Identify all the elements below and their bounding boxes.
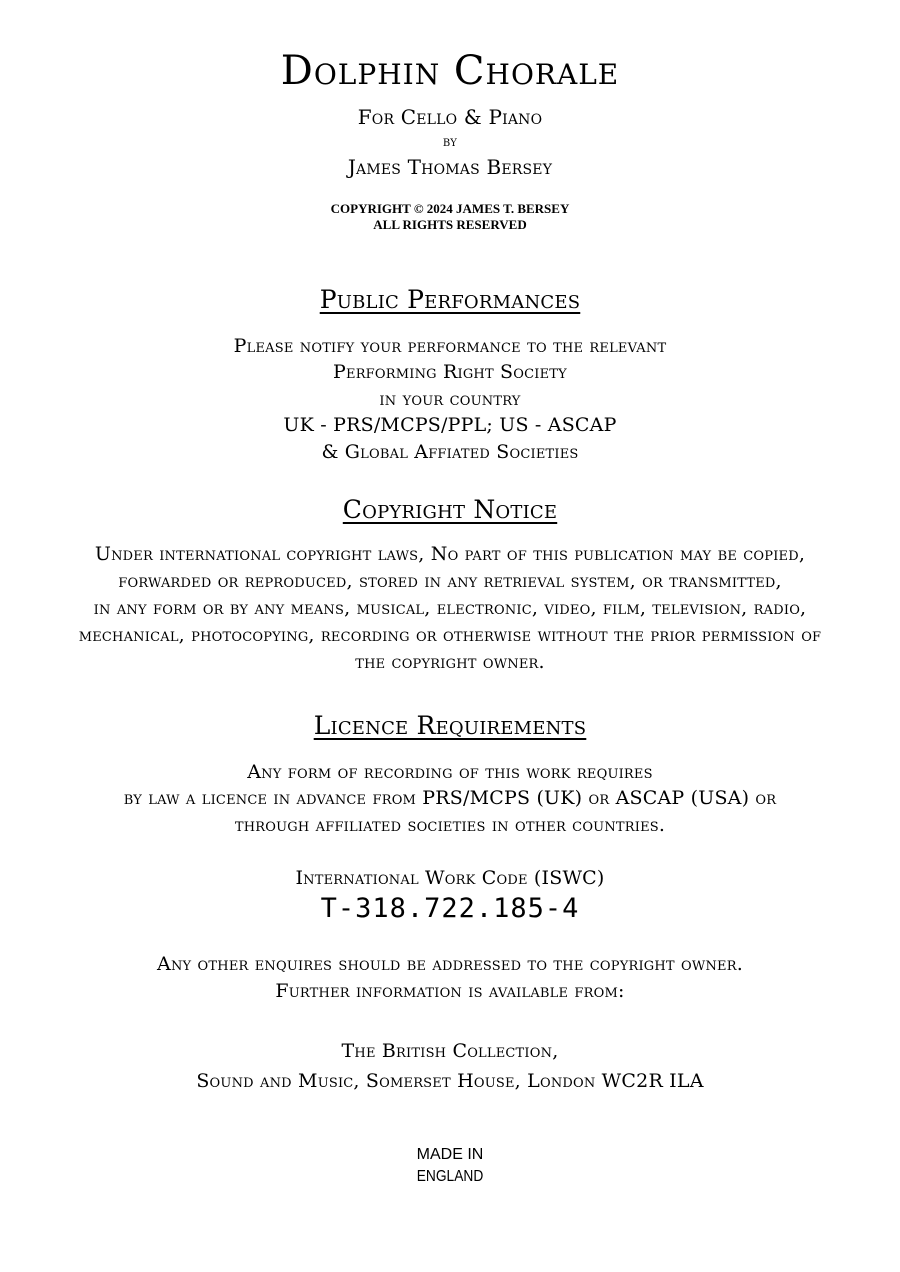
address-line: The British Collection, (341, 1040, 559, 1062)
page-title: Dolphin Chorale (280, 48, 620, 94)
composer-name: James Thomas Bersey (347, 155, 553, 179)
rights-reserved-line: ALL RIGHTS RESERVED (373, 217, 527, 232)
address-line: Sound and Music, Somerset House, London WC2R ILA (196, 1070, 704, 1092)
public-performances-line: Performing Right Society (333, 361, 567, 383)
copyright-notice-line: in any form or by any means, musical, electronic, video, film, television, radio, (93, 597, 807, 619)
enquiries-line: Further information is available from: (275, 980, 625, 1002)
iswc-code: T-318.722.185-4 (320, 893, 580, 924)
public-performances-line: UK - PRS/MCPS/PPL; US - ASCAP (283, 414, 617, 436)
made-in-label: MADE IN (416, 1146, 484, 1163)
copyright-notice-line: the copyright owner. (355, 651, 545, 673)
copyright-line: COPYRIGHT © 2024 JAMES T. BERSEY (330, 201, 570, 216)
licence-line: by law a licence in advance from PRS/MCPS (UK) or ASCAP (USA) or (123, 787, 777, 809)
public-performances-heading: Public Performances (319, 285, 581, 314)
public-performances-line: Please notify your performance to the relevant (233, 335, 667, 357)
public-performances-line: & Global Affiated Societies (321, 441, 579, 463)
copyright-notice-line: Under international copyright laws, No part of this publication may be copied, (94, 543, 806, 565)
subtitle: For Cello & Piano (357, 105, 543, 129)
country-label: ENGLAND (416, 1168, 484, 1185)
licence-requirements-heading: Licence Requirements (313, 711, 587, 740)
public-performances-line: in your country (379, 388, 521, 410)
copyright-notice-line: mechanical, photocopying, recording or otherwise without the prior permission of (78, 624, 822, 646)
copyright-notice-line: forwarded or reproduced, stored in any retrieval system, or transmitted, (118, 570, 782, 592)
licence-line: Any form of recording of this work requires (247, 761, 653, 783)
by-line: by (442, 134, 458, 150)
iswc-label: International Work Code (ISWC) (295, 867, 605, 889)
copyright-notice-heading: Copyright Notice (342, 495, 558, 524)
licence-line: through affiliated societies in other countries. (234, 814, 666, 836)
enquiries-line: Any other enquires should be addressed to the copyright owner. (157, 953, 743, 975)
